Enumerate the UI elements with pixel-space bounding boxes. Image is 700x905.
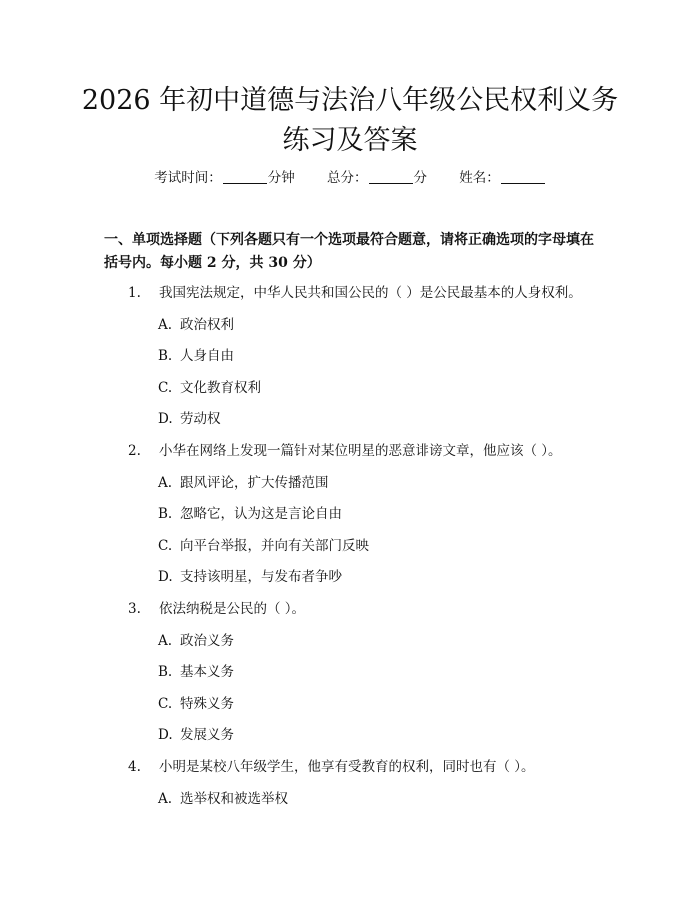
total-score-label: 总分： bbox=[327, 170, 368, 186]
section-title: 一、单项选择题（下列各题只有一个选项最符合题意，请将正确选项的字母填在括号内。每小题 2 分，共 30 分） bbox=[104, 232, 594, 271]
option-text: 跟风评论，扩大传播范围 bbox=[180, 474, 329, 491]
question-2-option-a bbox=[0, 473, 700, 505]
option-text: 基本义务 bbox=[180, 664, 234, 681]
student-name bbox=[459, 168, 546, 188]
question-3-option-a bbox=[0, 631, 700, 663]
option-text: 政治义务 bbox=[180, 632, 234, 649]
question-2-option-b bbox=[0, 504, 700, 536]
question-text: 我国宪法规定，中华人民共和国公民的（ ）是公民最基本的人身权利。 bbox=[159, 285, 582, 301]
question-text: 小明是某校八年级学生，他享有受教育的权利，同时也有（ ）。 bbox=[159, 758, 535, 775]
option-text: 人身自由 bbox=[180, 348, 234, 365]
option-letter: A. bbox=[158, 316, 173, 333]
student-name-label: 姓名： bbox=[459, 170, 500, 186]
exam-time-unit: 分钟 bbox=[267, 170, 295, 186]
option-letter: A. bbox=[158, 474, 173, 491]
option-text: 文化教育权利 bbox=[180, 379, 261, 396]
question-1-option-b bbox=[0, 346, 700, 378]
option-text: 政治权利 bbox=[180, 316, 234, 333]
question-2 bbox=[0, 441, 700, 473]
title-line-2: 练习及答案 bbox=[282, 125, 418, 156]
question-4 bbox=[0, 757, 700, 789]
exam-time-blank bbox=[223, 169, 267, 184]
total-score-unit: 分 bbox=[413, 170, 427, 186]
total-score bbox=[327, 168, 427, 188]
question-text: 小华在网络上发现一篇针对某位明星的恶意诽谤文章，他应该（ ）。 bbox=[159, 442, 562, 459]
question-1-option-d bbox=[0, 409, 700, 441]
option-letter: B. bbox=[158, 506, 173, 523]
option-text: 特殊义务 bbox=[180, 695, 234, 712]
option-text: 劳动权 bbox=[180, 411, 221, 428]
question-3-option-b bbox=[0, 662, 700, 694]
option-letter: B. bbox=[158, 348, 173, 365]
option-letter: D. bbox=[158, 569, 173, 586]
total-score-blank bbox=[369, 169, 413, 184]
option-letter: C. bbox=[158, 379, 173, 396]
question-3 bbox=[0, 599, 700, 631]
question-3-option-d bbox=[0, 725, 700, 757]
option-letter: C. bbox=[158, 695, 173, 712]
question-number: 4. bbox=[128, 758, 141, 775]
option-letter: A. bbox=[158, 790, 173, 807]
question-number: 1. bbox=[128, 285, 141, 301]
question-2-option-d bbox=[0, 567, 700, 599]
option-letter: A. bbox=[158, 632, 173, 649]
page-title bbox=[0, 84, 700, 158]
option-text: 忽略它，认为这是言论自由 bbox=[180, 506, 342, 523]
option-letter: D. bbox=[158, 727, 173, 744]
option-letter: B. bbox=[158, 664, 173, 681]
question-1 bbox=[0, 283, 700, 315]
exam-time bbox=[154, 168, 295, 188]
option-text: 向平台举报，并向有关部门反映 bbox=[180, 537, 369, 554]
title-line-1: 2026 年初中道德与法治八年级公民权利义务 bbox=[81, 85, 619, 116]
option-text: 发展义务 bbox=[180, 727, 234, 744]
option-text: 支持该明星，与发布者争吵 bbox=[180, 569, 342, 586]
exam-meta bbox=[0, 168, 700, 188]
option-letter: D. bbox=[158, 411, 173, 428]
question-number: 2. bbox=[128, 442, 141, 459]
question-text: 依法纳税是公民的（ ）。 bbox=[159, 600, 306, 617]
question-number: 3. bbox=[128, 600, 141, 617]
question-1-option-a bbox=[0, 315, 700, 347]
exam-time-label: 考试时间： bbox=[154, 170, 222, 186]
question-list bbox=[0, 283, 700, 820]
question-2-option-c bbox=[0, 536, 700, 568]
student-name-blank bbox=[501, 169, 545, 184]
option-letter: C. bbox=[158, 537, 173, 554]
question-3-option-c bbox=[0, 694, 700, 726]
question-4-option-a bbox=[0, 789, 700, 821]
option-text: 选举权和被选举权 bbox=[180, 790, 288, 807]
question-1-option-c bbox=[0, 378, 700, 410]
